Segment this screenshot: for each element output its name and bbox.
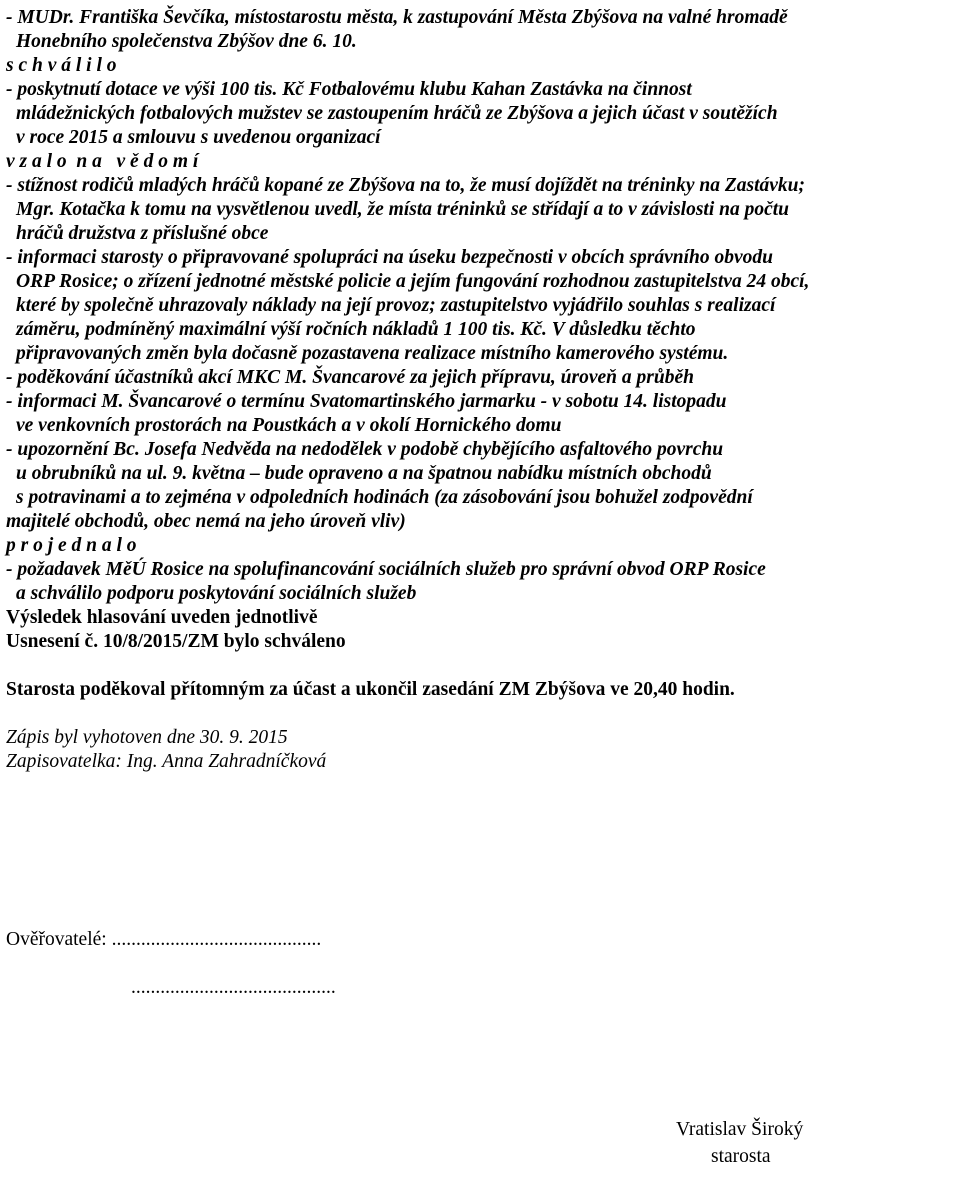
text-line: hráčů družstva z příslušné obce bbox=[16, 223, 269, 244]
text-line: - poskytnutí dotace ve výši 100 tis. Kč Fotbalovému klubu Kahan Zastávka na činnost bbox=[6, 79, 692, 100]
recorder: Zapisovatelka: Ing. Anna Zahradníčková bbox=[6, 751, 327, 772]
text-line: ve venkovních prostorách na Poustkách a v okolí Hornického domu bbox=[16, 415, 562, 436]
text-line: Honebního společenstva Zbýšov dne 6. 10. bbox=[16, 31, 357, 52]
section-heading-approved: s c h v á l i l o bbox=[6, 55, 117, 76]
text-line: - požadavek MěÚ Rosice na spolufinancování sociálních služeb pro správní obvod ORP Rosice bbox=[6, 559, 766, 580]
text-line: - informaci M. Švancarové o termínu Svatomartinského jarmarku - v sobotu 14. listopadu bbox=[6, 391, 727, 412]
text-line: - upozornění Bc. Josefa Nedvěda na nedodělek v podobě chybějícího asfaltového povrchu bbox=[6, 439, 724, 460]
text-line: v roce 2015 a smlouvu s uvedenou organizací bbox=[16, 127, 381, 148]
text-line: u obrubníků na ul. 9. května – bude opraveno a na špatnou nabídku místních obchodů bbox=[16, 463, 712, 484]
resolution: Usnesení č. 10/8/2015/ZM bylo schváleno bbox=[6, 631, 346, 652]
section-heading-discussed: p r o j e d n a l o bbox=[6, 535, 137, 556]
text-line: záměru, podmíněný maximální výší ročních nákladů 1 100 tis. Kč. V důsledku těchto bbox=[16, 319, 696, 340]
mayor-name: Vratislav Široký bbox=[676, 1119, 804, 1140]
vote-result: Výsledek hlasování uveden jednotlivě bbox=[6, 607, 318, 628]
text-line: připravovaných změn byla dočasně pozastavena realizace místního kamerového systému. bbox=[16, 343, 729, 364]
text-line: - informaci starosty o připravované spolupráci na úseku bezpečnosti v obcích správního obvodu bbox=[6, 247, 774, 268]
section-heading-noted: v z a l o n a v ě d o m í bbox=[6, 151, 199, 172]
text-line: a schválilo podporu poskytování sociálních služeb bbox=[16, 583, 417, 604]
text-line: majitelé obchodů, obec nemá na jeho úroveň vliv) bbox=[6, 511, 406, 532]
text-line: Mgr. Kotačka k tomu na vysvětlenou uvedl, že místa tréninků se střídají a to v závislosti na počtu bbox=[16, 199, 790, 220]
text-line: - stížnost rodičů mladých hráčů kopané ze Zbýšova na to, že musí dojíždět na tréninky na Zastávku; bbox=[6, 175, 806, 196]
verifiers-signature-line-2: .......................................... bbox=[131, 977, 336, 998]
text-line: které by společně uhrazovaly náklady na její provoz; zastupitelstvo vyjádřilo souhlas s realizací bbox=[16, 295, 776, 316]
text-line: - MUDr. Františka Ševčíka, místostarostu města, k zastupování Města Zbýšova na valné hromadě bbox=[6, 7, 788, 28]
closing-statement: Starosta poděkoval přítomným za účast a ukončil zasedání ZM Zbýšova ve 20,40 hodin. bbox=[6, 679, 735, 700]
mayor-title: starosta bbox=[711, 1146, 771, 1167]
text-line: mládežnických fotbalových mužstev se zastoupením hráčů ze Zbýšova a jejich účast v soutěžích bbox=[16, 103, 778, 124]
verifiers-signature-line: Ověřovatelé: ........................................... bbox=[6, 929, 322, 950]
text-line: - poděkování účastníků akcí MKC M. Švancarové za jejich přípravu, úroveň a průběh bbox=[6, 367, 694, 388]
text-line: s potravinami a to zejména v odpoledních hodinách (za zásobování jsou bohužel zodpovědní bbox=[16, 487, 753, 508]
record-date: Zápis byl vyhotoven dne 30. 9. 2015 bbox=[6, 727, 288, 748]
text-line: ORP Rosice; o zřízení jednotné městské policie a jejím fungování rozhodnou zastupitelstva 24 obcí, bbox=[16, 271, 810, 292]
